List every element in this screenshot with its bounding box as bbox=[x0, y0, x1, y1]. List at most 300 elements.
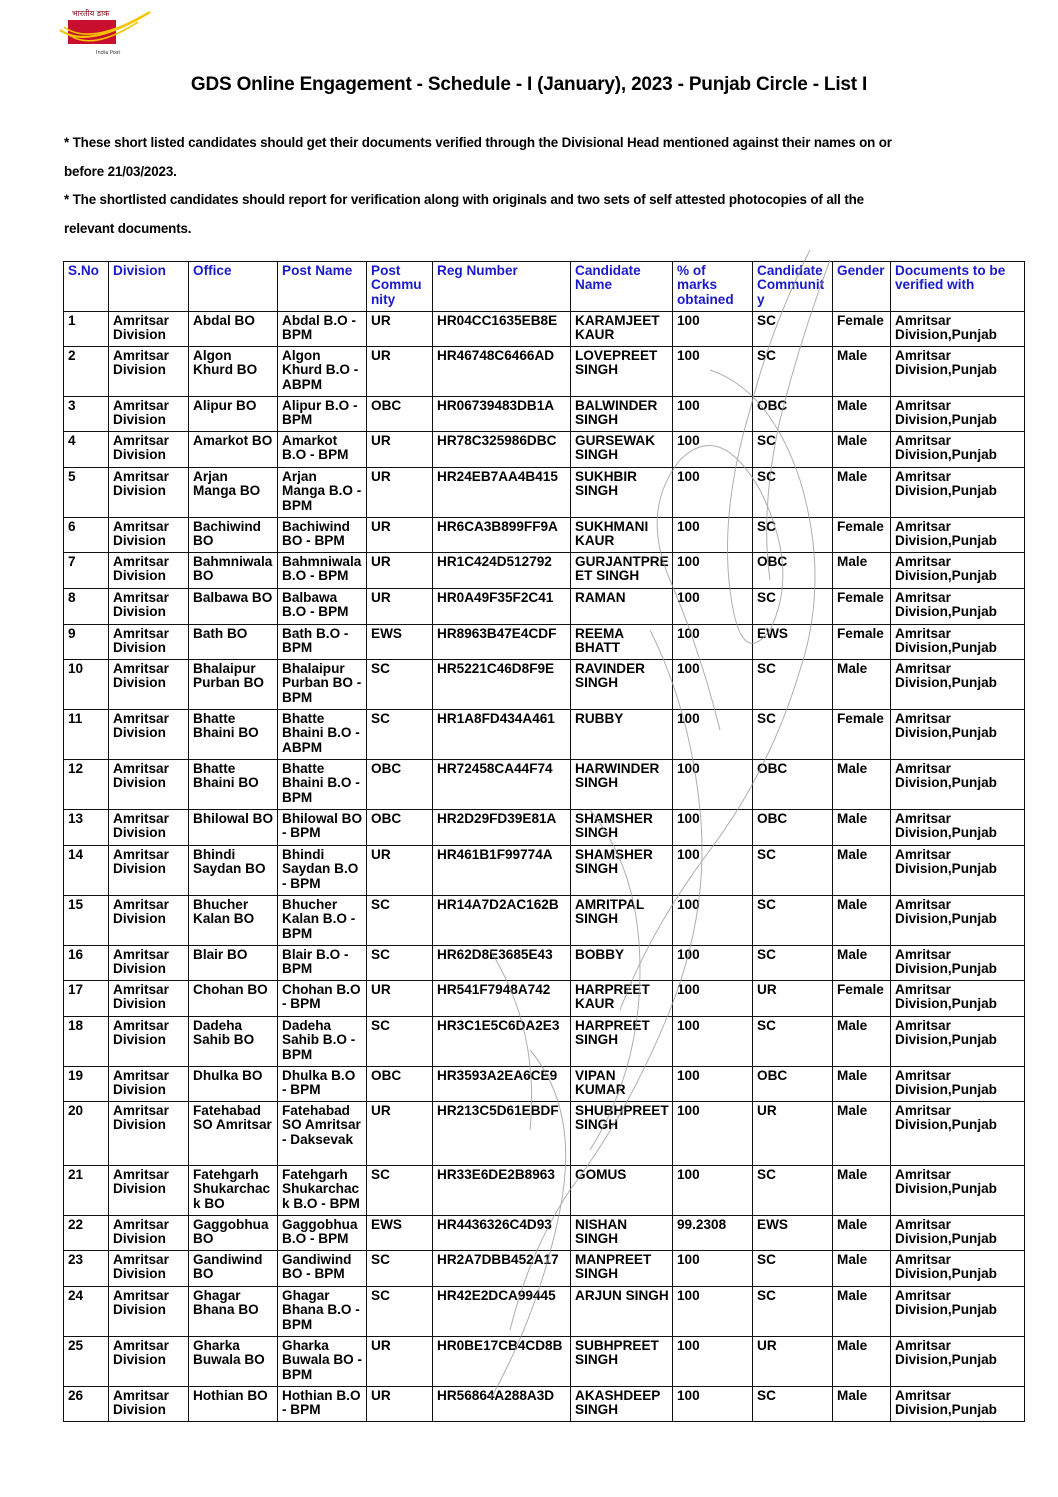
cell-sno: 17 bbox=[64, 981, 109, 1017]
india-post-logo-icon bbox=[58, 6, 154, 58]
cell-reg-number: HR6CA3B899FF9A bbox=[433, 518, 571, 553]
cell-gender: Male bbox=[833, 760, 891, 810]
table-row bbox=[64, 312, 1025, 347]
cell-sno: 7 bbox=[64, 553, 109, 589]
cell-sno: 26 bbox=[64, 1387, 109, 1422]
cell-division: Amritsar Division bbox=[109, 625, 189, 660]
cell-gender: Male bbox=[833, 1166, 891, 1216]
cell-marks-percent: 99.2308 bbox=[673, 1216, 753, 1251]
cell-post-name: Bhilowal BO - BPM bbox=[278, 810, 367, 846]
cell-candidate-name: RUBBY bbox=[571, 710, 673, 760]
cell-division: Amritsar Division bbox=[109, 710, 189, 760]
logo-sub-text: India Post bbox=[96, 50, 121, 56]
table-row bbox=[64, 468, 1025, 518]
cell-marks-percent: 100 bbox=[673, 1017, 753, 1067]
cell-gender: Male bbox=[833, 432, 891, 468]
cell-candidate-name: SHAMSHER SINGH bbox=[571, 846, 673, 896]
cell-reg-number: HR541F7948A742 bbox=[433, 981, 571, 1017]
cell-documents-verified-with: Amritsar Division,Punjab bbox=[891, 1017, 1025, 1067]
cell-candidate-name: KARAMJEET KAUR bbox=[571, 312, 673, 347]
cell-division: Amritsar Division bbox=[109, 1216, 189, 1251]
cell-candidate-name: GURSEWAK SINGH bbox=[571, 432, 673, 468]
cell-documents-verified-with: Amritsar Division,Punjab bbox=[891, 981, 1025, 1017]
cell-gender: Male bbox=[833, 1337, 891, 1387]
cell-division: Amritsar Division bbox=[109, 347, 189, 397]
cell-documents-verified-with: Amritsar Division,Punjab bbox=[891, 625, 1025, 660]
cell-sno: 11 bbox=[64, 710, 109, 760]
column-header-post-name: Post Name bbox=[278, 262, 367, 312]
table-row bbox=[64, 896, 1025, 946]
cell-post-community: SC bbox=[367, 710, 433, 760]
cell-reg-number: HR1C424D512792 bbox=[433, 553, 571, 589]
cell-candidate-community: UR bbox=[753, 981, 833, 1017]
cell-reg-number: HR461B1F99774A bbox=[433, 846, 571, 896]
cell-gender: Female bbox=[833, 710, 891, 760]
cell-candidate-community: SC bbox=[753, 1287, 833, 1337]
cell-marks-percent: 100 bbox=[673, 432, 753, 468]
cell-post-community: UR bbox=[367, 589, 433, 625]
cell-office: Balbawa BO bbox=[189, 589, 278, 625]
cell-post-community: EWS bbox=[367, 1216, 433, 1251]
cell-candidate-name: SUKHBIR SINGH bbox=[571, 468, 673, 518]
cell-documents-verified-with: Amritsar Division,Punjab bbox=[891, 810, 1025, 846]
cell-post-community: OBC bbox=[367, 810, 433, 846]
cell-documents-verified-with: Amritsar Division,Punjab bbox=[891, 1067, 1025, 1102]
cell-post-community: SC bbox=[367, 1017, 433, 1067]
cell-candidate-community: UR bbox=[753, 1337, 833, 1387]
table-row bbox=[64, 347, 1025, 397]
cell-office: Bath BO bbox=[189, 625, 278, 660]
cell-sno: 22 bbox=[64, 1216, 109, 1251]
cell-marks-percent: 100 bbox=[673, 1287, 753, 1337]
cell-candidate-name: BOBBY bbox=[571, 946, 673, 981]
cell-marks-percent: 100 bbox=[673, 946, 753, 981]
table-row bbox=[64, 553, 1025, 589]
cell-candidate-name: BALWINDER SINGH bbox=[571, 397, 673, 432]
table-header-row bbox=[64, 262, 1025, 312]
cell-sno: 2 bbox=[64, 347, 109, 397]
cell-post-name: Ghagar Bhana B.O - BPM bbox=[278, 1287, 367, 1337]
cell-marks-percent: 100 bbox=[673, 1166, 753, 1216]
cell-reg-number: HR213C5D61EBDF bbox=[433, 1102, 571, 1166]
cell-sno: 1 bbox=[64, 312, 109, 347]
cell-post-community: UR bbox=[367, 846, 433, 896]
cell-office: Gharka Buwala BO bbox=[189, 1337, 278, 1387]
table-row bbox=[64, 1166, 1025, 1216]
table-row bbox=[64, 981, 1025, 1017]
cell-candidate-community: SC bbox=[753, 710, 833, 760]
cell-post-name: Gaggobhua B.O - BPM bbox=[278, 1216, 367, 1251]
cell-candidate-name: LOVEPREET SINGH bbox=[571, 347, 673, 397]
cell-gender: Male bbox=[833, 1216, 891, 1251]
cell-sno: 23 bbox=[64, 1251, 109, 1287]
cell-post-name: Bahmniwala B.O - BPM bbox=[278, 553, 367, 589]
cell-division: Amritsar Division bbox=[109, 810, 189, 846]
cell-documents-verified-with: Amritsar Division,Punjab bbox=[891, 1387, 1025, 1422]
table-row bbox=[64, 1102, 1025, 1166]
cell-documents-verified-with: Amritsar Division,Punjab bbox=[891, 553, 1025, 589]
cell-office: Algon Khurd BO bbox=[189, 347, 278, 397]
cell-office: Gandiwind BO bbox=[189, 1251, 278, 1287]
cell-gender: Male bbox=[833, 1102, 891, 1166]
cell-sno: 12 bbox=[64, 760, 109, 810]
cell-marks-percent: 100 bbox=[673, 347, 753, 397]
table-row bbox=[64, 1387, 1025, 1422]
cell-candidate-name: SHUBHPREET SINGH bbox=[571, 1102, 673, 1166]
cell-candidate-community: OBC bbox=[753, 553, 833, 589]
cell-division: Amritsar Division bbox=[109, 1067, 189, 1102]
cell-post-name: Blair B.O - BPM bbox=[278, 946, 367, 981]
cell-gender: Male bbox=[833, 553, 891, 589]
cell-post-name: Bhalaipur Purban BO - BPM bbox=[278, 660, 367, 710]
cell-post-community: SC bbox=[367, 660, 433, 710]
table-row bbox=[64, 1251, 1025, 1287]
cell-candidate-community: SC bbox=[753, 312, 833, 347]
cell-candidate-community: SC bbox=[753, 589, 833, 625]
cell-office: Fatehabad SO Amritsar bbox=[189, 1102, 278, 1166]
cell-sno: 13 bbox=[64, 810, 109, 846]
column-header-candidate-name: Candidate Name bbox=[571, 262, 673, 312]
cell-candidate-name: GURJANTPREET SINGH bbox=[571, 553, 673, 589]
cell-candidate-community: SC bbox=[753, 660, 833, 710]
cell-candidate-name: GOMUS bbox=[571, 1166, 673, 1216]
table-row bbox=[64, 946, 1025, 981]
cell-gender: Male bbox=[833, 1387, 891, 1422]
cell-post-name: Gharka Buwala BO - BPM bbox=[278, 1337, 367, 1387]
cell-post-community: OBC bbox=[367, 397, 433, 432]
cell-gender: Male bbox=[833, 1017, 891, 1067]
cell-post-community: EWS bbox=[367, 625, 433, 660]
table-row bbox=[64, 1337, 1025, 1387]
cell-candidate-community: OBC bbox=[753, 760, 833, 810]
cell-marks-percent: 100 bbox=[673, 1337, 753, 1387]
cell-documents-verified-with: Amritsar Division,Punjab bbox=[891, 896, 1025, 946]
cell-documents-verified-with: Amritsar Division,Punjab bbox=[891, 518, 1025, 553]
table-row bbox=[64, 760, 1025, 810]
cell-candidate-community: SC bbox=[753, 1387, 833, 1422]
cell-division: Amritsar Division bbox=[109, 1387, 189, 1422]
cell-post-community: UR bbox=[367, 347, 433, 397]
cell-office: Gaggobhua BO bbox=[189, 1216, 278, 1251]
cell-office: Bhilowal BO bbox=[189, 810, 278, 846]
cell-post-name: Algon Khurd B.O - ABPM bbox=[278, 347, 367, 397]
cell-reg-number: HR72458CA44F74 bbox=[433, 760, 571, 810]
table-row bbox=[64, 660, 1025, 710]
cell-reg-number: HR8963B47E4CDF bbox=[433, 625, 571, 660]
cell-sno: 4 bbox=[64, 432, 109, 468]
cell-documents-verified-with: Amritsar Division,Punjab bbox=[891, 846, 1025, 896]
cell-marks-percent: 100 bbox=[673, 810, 753, 846]
cell-office: Chohan BO bbox=[189, 981, 278, 1017]
cell-post-name: Dhulka B.O - BPM bbox=[278, 1067, 367, 1102]
cell-reg-number: HR0A49F35F2C41 bbox=[433, 589, 571, 625]
cell-reg-number: HR06739483DB1A bbox=[433, 397, 571, 432]
cell-marks-percent: 100 bbox=[673, 710, 753, 760]
cell-documents-verified-with: Amritsar Division,Punjab bbox=[891, 1166, 1025, 1216]
cell-sno: 20 bbox=[64, 1102, 109, 1166]
cell-sno: 10 bbox=[64, 660, 109, 710]
cell-office: Bhatte Bhaini BO bbox=[189, 710, 278, 760]
cell-documents-verified-with: Amritsar Division,Punjab bbox=[891, 760, 1025, 810]
cell-sno: 8 bbox=[64, 589, 109, 625]
cell-candidate-name: NISHAN SINGH bbox=[571, 1216, 673, 1251]
table-row bbox=[64, 397, 1025, 432]
cell-office: Bhalaipur Purban BO bbox=[189, 660, 278, 710]
cell-reg-number: HR33E6DE2B8963 bbox=[433, 1166, 571, 1216]
cell-candidate-community: SC bbox=[753, 896, 833, 946]
cell-division: Amritsar Division bbox=[109, 1166, 189, 1216]
cell-gender: Female bbox=[833, 981, 891, 1017]
cell-reg-number: HR5221C46D8F9E bbox=[433, 660, 571, 710]
cell-marks-percent: 100 bbox=[673, 760, 753, 810]
cell-candidate-community: OBC bbox=[753, 1067, 833, 1102]
cell-marks-percent: 100 bbox=[673, 1067, 753, 1102]
cell-sno: 21 bbox=[64, 1166, 109, 1216]
cell-office: Blair BO bbox=[189, 946, 278, 981]
cell-reg-number: HR04CC1635EB8E bbox=[433, 312, 571, 347]
cell-candidate-community: SC bbox=[753, 1251, 833, 1287]
cell-post-name: Bhatte Bhaini B.O - BPM bbox=[278, 760, 367, 810]
cell-reg-number: HR42E2DCA99445 bbox=[433, 1287, 571, 1337]
cell-marks-percent: 100 bbox=[673, 896, 753, 946]
cell-candidate-name: SUBHPREET SINGH bbox=[571, 1337, 673, 1387]
cell-candidate-name: AKASHDEEP SINGH bbox=[571, 1387, 673, 1422]
instruction-note-1: * These short listed candidates should get their documents verified through the Divisional Head mentioned against their names on or bbox=[64, 135, 892, 150]
cell-post-name: Bhindi Saydan B.O - BPM bbox=[278, 846, 367, 896]
cell-office: Dhulka BO bbox=[189, 1067, 278, 1102]
cell-post-community: SC bbox=[367, 896, 433, 946]
cell-sno: 15 bbox=[64, 896, 109, 946]
cell-sno: 14 bbox=[64, 846, 109, 896]
cell-candidate-community: SC bbox=[753, 347, 833, 397]
cell-post-name: Fatehabad SO Amritsar - Daksevak bbox=[278, 1102, 367, 1166]
cell-marks-percent: 100 bbox=[673, 518, 753, 553]
cell-documents-verified-with: Amritsar Division,Punjab bbox=[891, 1337, 1025, 1387]
table-row bbox=[64, 1287, 1025, 1337]
cell-marks-percent: 100 bbox=[673, 660, 753, 710]
cell-post-community: SC bbox=[367, 1287, 433, 1337]
cell-gender: Male bbox=[833, 397, 891, 432]
cell-reg-number: HR4436326C4D93 bbox=[433, 1216, 571, 1251]
column-header-post-community: Post Community bbox=[367, 262, 433, 312]
cell-marks-percent: 100 bbox=[673, 1251, 753, 1287]
cell-marks-percent: 100 bbox=[673, 846, 753, 896]
cell-candidate-community: SC bbox=[753, 946, 833, 981]
cell-candidate-name: VIPAN KUMAR bbox=[571, 1067, 673, 1102]
cell-gender: Female bbox=[833, 589, 891, 625]
cell-gender: Male bbox=[833, 347, 891, 397]
shortlisted-candidates-table bbox=[63, 261, 1025, 1422]
cell-office: Bhatte Bhaini BO bbox=[189, 760, 278, 810]
cell-post-community: UR bbox=[367, 312, 433, 347]
cell-marks-percent: 100 bbox=[673, 312, 753, 347]
cell-division: Amritsar Division bbox=[109, 946, 189, 981]
instruction-note-2: * The shortlisted candidates should report for verification along with originals and two sets of self attested photocopies of all the bbox=[64, 192, 864, 207]
column-header-gender: Gender bbox=[833, 262, 891, 312]
cell-gender: Male bbox=[833, 1287, 891, 1337]
column-header-marks-percent: % of marks obtained bbox=[673, 262, 753, 312]
cell-post-community: UR bbox=[367, 468, 433, 518]
table-body bbox=[64, 312, 1025, 1422]
cell-division: Amritsar Division bbox=[109, 312, 189, 347]
cell-gender: Female bbox=[833, 518, 891, 553]
cell-post-name: Gandiwind BO - BPM bbox=[278, 1251, 367, 1287]
cell-documents-verified-with: Amritsar Division,Punjab bbox=[891, 589, 1025, 625]
instruction-note-1-cont: before 21/03/2023. bbox=[64, 164, 177, 179]
cell-division: Amritsar Division bbox=[109, 432, 189, 468]
cell-post-community: UR bbox=[367, 1387, 433, 1422]
logo-hindi-text: भारतीय डाक bbox=[72, 9, 110, 18]
table-row bbox=[64, 625, 1025, 660]
cell-post-name: Arjan Manga B.O - BPM bbox=[278, 468, 367, 518]
cell-marks-percent: 100 bbox=[673, 1387, 753, 1422]
cell-candidate-name: RAVINDER SINGH bbox=[571, 660, 673, 710]
cell-division: Amritsar Division bbox=[109, 846, 189, 896]
cell-post-community: SC bbox=[367, 1166, 433, 1216]
cell-office: Ghagar Bhana BO bbox=[189, 1287, 278, 1337]
cell-gender: Male bbox=[833, 468, 891, 518]
cell-candidate-community: SC bbox=[753, 468, 833, 518]
cell-office: Amarkot BO bbox=[189, 432, 278, 468]
cell-reg-number: HR2A7DBB452A17 bbox=[433, 1251, 571, 1287]
cell-division: Amritsar Division bbox=[109, 981, 189, 1017]
column-header-documents-verified-with: Documents to be verified with bbox=[891, 262, 1025, 312]
cell-marks-percent: 100 bbox=[673, 981, 753, 1017]
cell-division: Amritsar Division bbox=[109, 589, 189, 625]
cell-candidate-community: OBC bbox=[753, 810, 833, 846]
cell-gender: Female bbox=[833, 312, 891, 347]
india-post-logo bbox=[58, 6, 154, 58]
cell-documents-verified-with: Amritsar Division,Punjab bbox=[891, 1287, 1025, 1337]
cell-office: Arjan Manga BO bbox=[189, 468, 278, 518]
cell-reg-number: HR46748C6466AD bbox=[433, 347, 571, 397]
table-row bbox=[64, 589, 1025, 625]
cell-reg-number: HR24EB7AA4B415 bbox=[433, 468, 571, 518]
cell-reg-number: HR78C325986DBC bbox=[433, 432, 571, 468]
cell-reg-number: HR3593A2EA6CE9 bbox=[433, 1067, 571, 1102]
cell-post-name: Alipur B.O - BPM bbox=[278, 397, 367, 432]
instruction-note-2-cont: relevant documents. bbox=[64, 221, 192, 236]
cell-candidate-name: HARPREET SINGH bbox=[571, 1017, 673, 1067]
cell-marks-percent: 100 bbox=[673, 397, 753, 432]
cell-post-name: Fatehgarh Shukarchack B.O - BPM bbox=[278, 1166, 367, 1216]
cell-candidate-community: EWS bbox=[753, 1216, 833, 1251]
cell-office: Hothian BO bbox=[189, 1387, 278, 1422]
cell-gender: Male bbox=[833, 846, 891, 896]
column-header-reg-number: Reg Number bbox=[433, 262, 571, 312]
column-header-office: Office bbox=[189, 262, 278, 312]
cell-documents-verified-with: Amritsar Division,Punjab bbox=[891, 660, 1025, 710]
cell-gender: Male bbox=[833, 1251, 891, 1287]
cell-office: Alipur BO bbox=[189, 397, 278, 432]
cell-reg-number: HR56864A288A3D bbox=[433, 1387, 571, 1422]
cell-sno: 16 bbox=[64, 946, 109, 981]
cell-candidate-community: SC bbox=[753, 518, 833, 553]
cell-candidate-community: OBC bbox=[753, 397, 833, 432]
cell-marks-percent: 100 bbox=[673, 589, 753, 625]
cell-documents-verified-with: Amritsar Division,Punjab bbox=[891, 347, 1025, 397]
cell-division: Amritsar Division bbox=[109, 760, 189, 810]
cell-gender: Female bbox=[833, 625, 891, 660]
cell-sno: 6 bbox=[64, 518, 109, 553]
cell-gender: Male bbox=[833, 1067, 891, 1102]
cell-documents-verified-with: Amritsar Division,Punjab bbox=[891, 710, 1025, 760]
cell-post-name: Amarkot B.O - BPM bbox=[278, 432, 367, 468]
cell-office: Bhucher Kalan BO bbox=[189, 896, 278, 946]
cell-division: Amritsar Division bbox=[109, 553, 189, 589]
cell-office: Bachiwind BO bbox=[189, 518, 278, 553]
cell-post-community: OBC bbox=[367, 760, 433, 810]
cell-sno: 19 bbox=[64, 1067, 109, 1102]
cell-candidate-community: SC bbox=[753, 1017, 833, 1067]
cell-gender: Male bbox=[833, 660, 891, 710]
cell-post-community: UR bbox=[367, 553, 433, 589]
cell-documents-verified-with: Amritsar Division,Punjab bbox=[891, 1216, 1025, 1251]
cell-marks-percent: 100 bbox=[673, 1102, 753, 1166]
cell-candidate-community: SC bbox=[753, 1166, 833, 1216]
column-header-sno: S.No bbox=[64, 262, 109, 312]
cell-documents-verified-with: Amritsar Division,Punjab bbox=[891, 397, 1025, 432]
cell-gender: Male bbox=[833, 810, 891, 846]
cell-division: Amritsar Division bbox=[109, 1337, 189, 1387]
cell-documents-verified-with: Amritsar Division,Punjab bbox=[891, 468, 1025, 518]
cell-post-name: Bhatte Bhaini B.O - ABPM bbox=[278, 710, 367, 760]
cell-division: Amritsar Division bbox=[109, 468, 189, 518]
page-title: GDS Online Engagement - Schedule - I (January), 2023 - Punjab Circle - List I bbox=[190, 74, 868, 95]
cell-post-community: SC bbox=[367, 1251, 433, 1287]
cell-candidate-name: SHAMSHER SINGH bbox=[571, 810, 673, 846]
cell-candidate-community: SC bbox=[753, 846, 833, 896]
cell-post-name: Bhucher Kalan B.O - BPM bbox=[278, 896, 367, 946]
cell-post-community: UR bbox=[367, 1102, 433, 1166]
cell-reg-number: HR14A7D2AC162B bbox=[433, 896, 571, 946]
cell-division: Amritsar Division bbox=[109, 518, 189, 553]
cell-candidate-community: SC bbox=[753, 432, 833, 468]
cell-division: Amritsar Division bbox=[109, 1017, 189, 1067]
cell-post-community: UR bbox=[367, 518, 433, 553]
cell-division: Amritsar Division bbox=[109, 896, 189, 946]
cell-gender: Male bbox=[833, 946, 891, 981]
cell-candidate-name: MANPREET SINGH bbox=[571, 1251, 673, 1287]
cell-reg-number: HR1A8FD434A461 bbox=[433, 710, 571, 760]
cell-division: Amritsar Division bbox=[109, 1287, 189, 1337]
cell-post-community: SC bbox=[367, 946, 433, 981]
cell-marks-percent: 100 bbox=[673, 553, 753, 589]
cell-post-name: Hothian B.O - BPM bbox=[278, 1387, 367, 1422]
cell-office: Bhindi Saydan BO bbox=[189, 846, 278, 896]
cell-post-name: Dadeha Sahib B.O - BPM bbox=[278, 1017, 367, 1067]
cell-post-community: UR bbox=[367, 981, 433, 1017]
cell-reg-number: HR62D8E3685E43 bbox=[433, 946, 571, 981]
cell-marks-percent: 100 bbox=[673, 468, 753, 518]
cell-gender: Male bbox=[833, 896, 891, 946]
cell-marks-percent: 100 bbox=[673, 625, 753, 660]
cell-post-name: Balbawa B.O - BPM bbox=[278, 589, 367, 625]
cell-office: Dadeha Sahib BO bbox=[189, 1017, 278, 1067]
table-row bbox=[64, 846, 1025, 896]
cell-post-community: OBC bbox=[367, 1067, 433, 1102]
table-row bbox=[64, 1216, 1025, 1251]
table-row bbox=[64, 1067, 1025, 1102]
table-row bbox=[64, 518, 1025, 553]
cell-office: Abdal BO bbox=[189, 312, 278, 347]
cell-post-name: Bachiwind BO - BPM bbox=[278, 518, 367, 553]
cell-division: Amritsar Division bbox=[109, 1251, 189, 1287]
cell-candidate-name: HARPREET KAUR bbox=[571, 981, 673, 1017]
cell-post-community: UR bbox=[367, 1337, 433, 1387]
cell-division: Amritsar Division bbox=[109, 660, 189, 710]
table-row bbox=[64, 810, 1025, 846]
